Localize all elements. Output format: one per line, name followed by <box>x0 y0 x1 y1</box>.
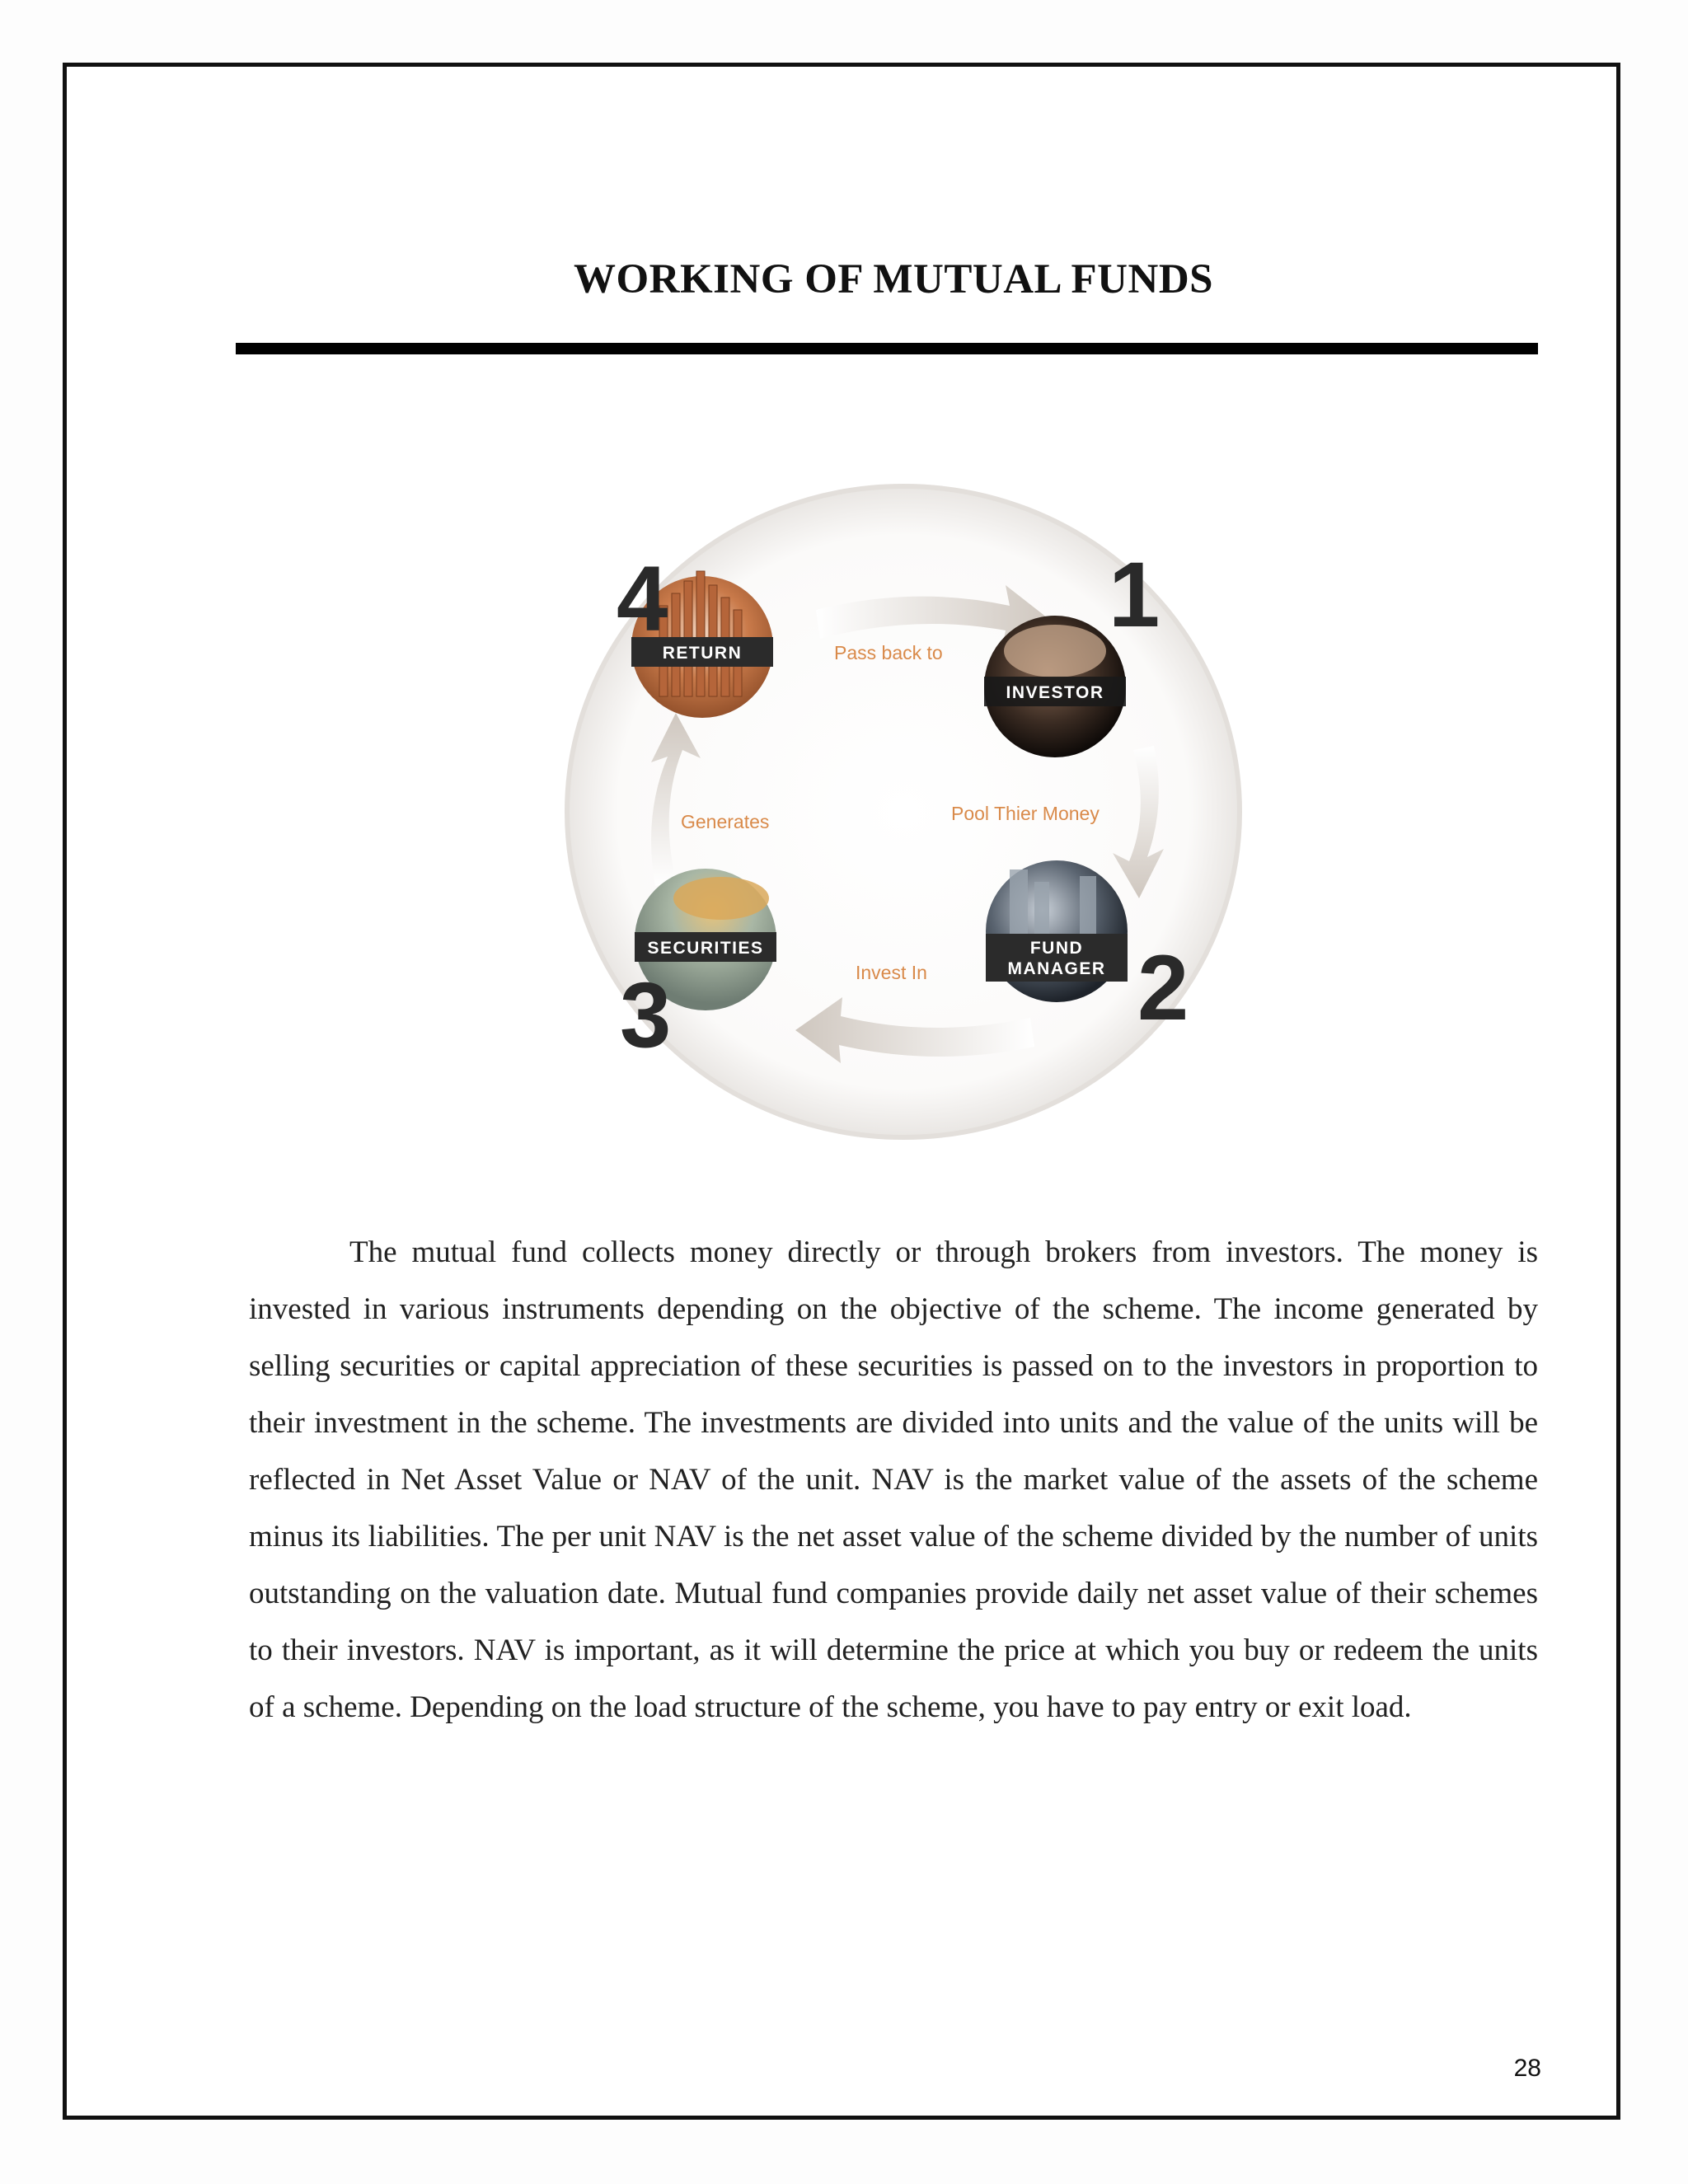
node-investor <box>984 616 1126 757</box>
arrow-label-generates: Generates <box>681 811 770 832</box>
title-rule <box>236 343 1538 354</box>
arrow-label-pass-back: Pass back to <box>834 642 943 663</box>
body-paragraph: The mutual fund collects money directly or through brokers from investors. The money is invested in various instruments depending on the objective of the scheme. The income generated by selling securities or capital appreciation of these securities is passed on to the investors in proportion to their investment in the scheme. The investments are divided into units and the value of the units will be reflected in Net Asset Value or NAV of the unit. NAV is the market value of the assets of the scheme minus its liabilities. The per unit NAV is the net asset value of the scheme divided by the number of units outstanding on the valuation date. Mutual fund companies provide daily net asset value of their schemes to their investors. NAV is important, as it will determine the price at which you buy or redeem the units of a scheme. Depending on the load structure of the scheme, you have to pay entry or exit load. <box>249 1235 1538 1724</box>
node-number-4: 4 <box>617 547 668 650</box>
node-number-2: 2 <box>1137 936 1189 1039</box>
node-label-fund: FUND <box>1029 939 1084 958</box>
node-label-manager: MANAGER <box>1007 959 1106 978</box>
page-title: WORKING OF MUTUAL FUNDS <box>573 256 1214 302</box>
arrow-label-pool-money: Pool Thier Money <box>951 803 1100 824</box>
cupped-hands-icon <box>1004 625 1106 677</box>
node-number-3: 3 <box>620 963 672 1066</box>
page-number: 28 <box>1513 2055 1541 2082</box>
node-number-1: 1 <box>1109 543 1160 646</box>
mutual-fund-cycle-diagram <box>544 482 1261 1141</box>
node-label-securities: SECURITIES <box>647 939 764 958</box>
node-fund-manager <box>986 860 1128 1002</box>
arrow-label-invest-in: Invest In <box>856 962 927 983</box>
node-label-investor: INVESTOR <box>1006 683 1104 702</box>
node-label-return: RETURN <box>662 644 743 663</box>
handshake-icon <box>673 877 769 920</box>
